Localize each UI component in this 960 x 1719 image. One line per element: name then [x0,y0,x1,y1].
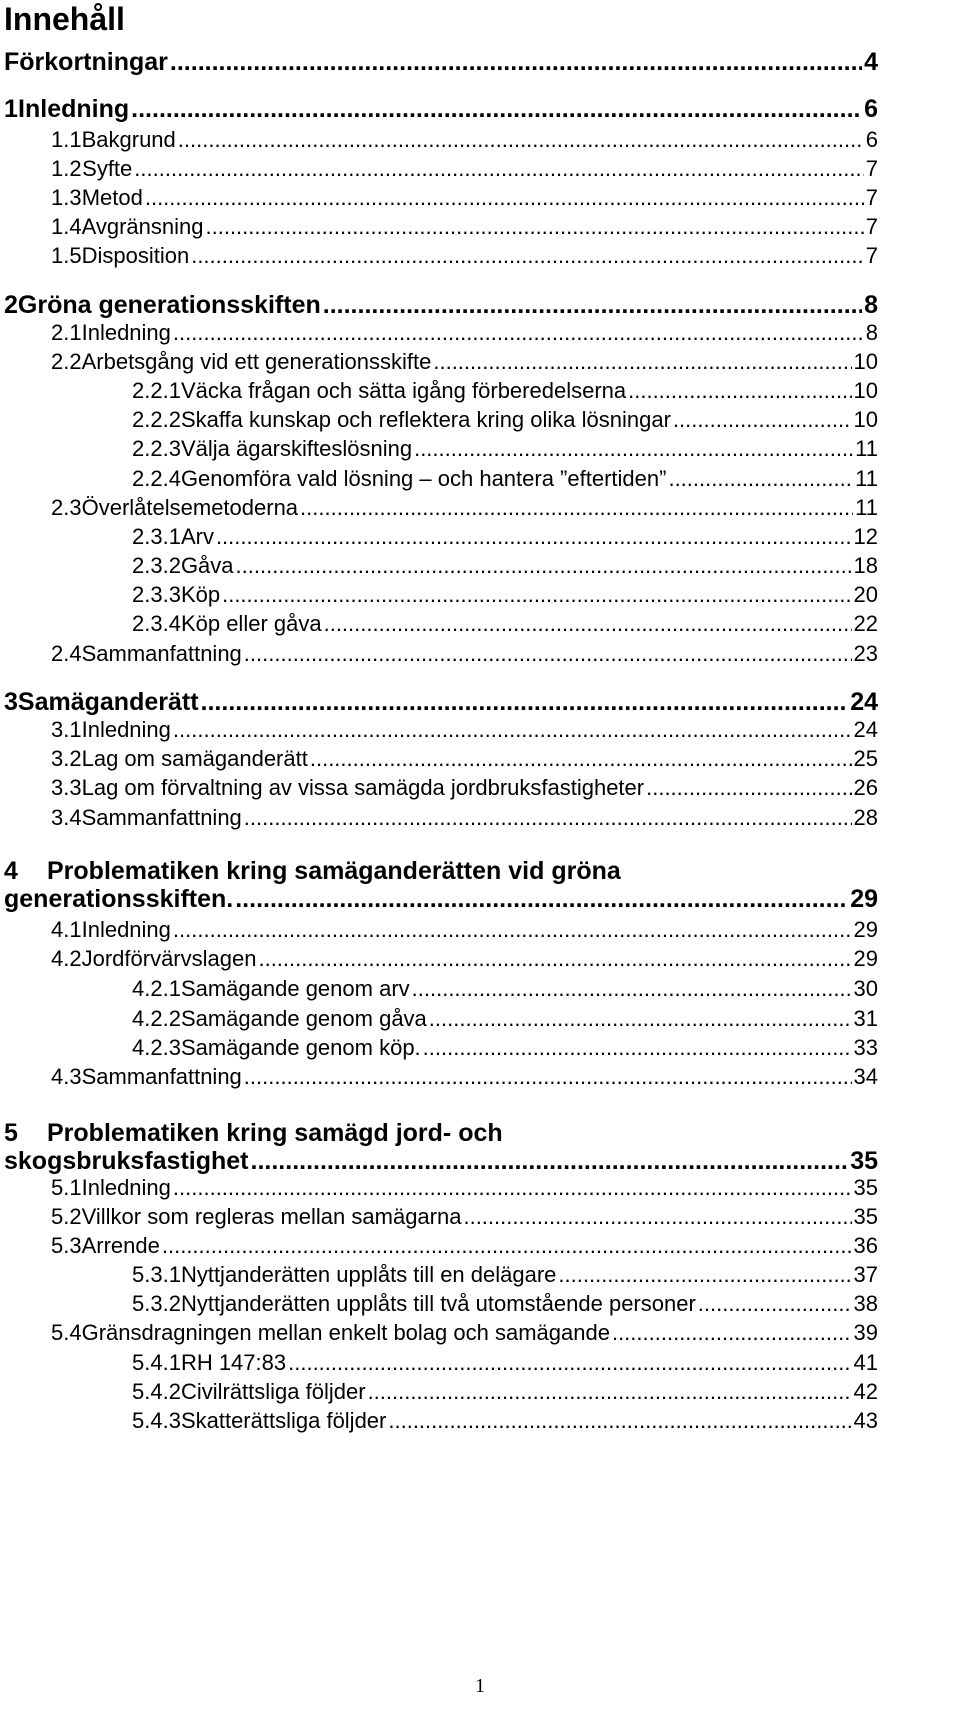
toc-entry-title[interactable]: Överlåtelsemetoderna [81,495,299,520]
toc-entry-page[interactable]: 7 [865,214,878,239]
toc-entry[interactable] [0,407,878,439]
toc-entry-page[interactable]: 29 [853,946,878,971]
toc-entry[interactable] [0,320,878,352]
dot-leader [216,524,852,550]
toc-entry-title[interactable]: generationsskiften. [4,885,234,913]
toc-entry-page[interactable]: 18 [853,553,878,578]
dot-leader [173,320,864,346]
dot-leader [206,214,864,240]
toc-entry[interactable] [0,214,878,246]
toc-entry-number: 2.2.3 [132,436,181,461]
toc-entry[interactable] [0,156,878,188]
toc-entry-page[interactable]: 7 [865,156,878,181]
dot-leader [412,976,852,1002]
toc-entry[interactable] [0,185,878,217]
toc-entry-title[interactable]: Inledning [81,320,171,345]
dot-leader [244,805,852,831]
toc-entry-page[interactable]: 24 [850,688,878,716]
toc-entry-title[interactable]: Sammanfattning [81,1064,242,1089]
toc-entry[interactable] [0,48,878,80]
toc-entry-number: 1.3 [51,185,82,210]
toc-entry-page[interactable]: 26 [853,775,878,800]
toc-entry-number: 5.4.2 [132,1379,181,1404]
dot-leader [162,1233,852,1259]
dot-leader [628,378,851,404]
toc-entry-number: 2.3.3 [132,582,181,607]
toc-entry[interactable] [0,641,878,673]
toc-entry-number: 3.4 [51,805,82,830]
toc-entry[interactable] [0,885,878,917]
dot-leader [300,495,853,521]
toc-entry-number: 3.2 [51,746,82,771]
toc-entry-title[interactable]: RH 147:83 [180,1350,287,1375]
toc-entry-title[interactable]: Syfte [82,156,133,181]
toc-entry-page[interactable]: 23 [853,641,878,666]
dot-leader [222,582,851,608]
dot-leader [201,688,849,717]
toc-entry-number: 2.4 [51,641,82,666]
dot-leader [463,1204,851,1230]
toc-entry-page[interactable]: 11 [855,495,878,520]
toc-entry-title[interactable]: Lag om förvaltning av vissa samägda jordbruksfastigheter [81,775,645,800]
dot-leader [698,1291,852,1317]
dot-leader [388,1408,851,1434]
toc-entry[interactable] [0,95,878,127]
toc-entry-page[interactable]: 35 [853,1175,878,1200]
dot-leader [170,48,862,77]
dot-leader [251,1147,849,1176]
toc-entry-page[interactable]: 33 [853,1035,878,1060]
toc-entry-page[interactable]: 36 [853,1233,878,1258]
toc-entry-number: 2.3.1 [132,524,181,549]
toc-entry[interactable] [0,611,878,643]
toc-entry-page[interactable]: 38 [853,1291,878,1316]
toc-entry-page[interactable]: 30 [853,976,878,1001]
dot-leader [288,1350,851,1376]
dot-leader [646,775,851,801]
toc-entry-number: 5.4.1 [132,1350,181,1375]
toc-entry-title[interactable]: Nyttjanderätten upplåts till en delägare [180,1262,557,1287]
dot-leader [244,1064,852,1090]
toc-entry-title[interactable]: Samäganderätt [17,688,199,716]
toc-entry[interactable] [0,436,878,468]
dot-leader [612,1320,852,1346]
toc-entry-page[interactable]: 37 [853,1262,878,1287]
toc-entry-page[interactable]: 43 [853,1408,878,1433]
toc-entry-number: 5.3.1 [132,1262,181,1287]
toc-entry-number: 3.1 [51,717,82,742]
toc-entry[interactable] [0,976,878,1008]
toc-entry-page[interactable]: 8 [864,291,878,319]
toc-entry-title[interactable]: Förkortningar [4,48,168,76]
toc-entry-title[interactable]: Avgränsning [81,214,204,239]
toc-entry-number: 1.4 [51,214,82,239]
toc-entry[interactable] [0,1204,878,1236]
toc-entry-page[interactable]: 7 [865,185,878,210]
toc-entry[interactable] [0,1006,878,1038]
toc-entry-number: 1 [4,95,18,123]
toc-entry-page[interactable]: 35 [850,1147,878,1175]
toc-entry-page[interactable]: 41 [853,1350,878,1375]
toc-entry-title[interactable]: Köp [180,582,221,607]
toc-entry-title[interactable]: Inledning [81,717,171,742]
toc-entry-page[interactable]: 4 [864,48,878,76]
toc-entry[interactable] [0,243,878,275]
toc-entry-page[interactable]: 10 [853,349,878,374]
toc-entry-number: 5.4.3 [132,1408,181,1433]
toc-entry-title-line1[interactable]: Problematiken kring samägd jord- och [47,1119,503,1147]
toc-entry-number: 4.1 [51,917,82,942]
toc-entry-title[interactable]: Gåva [180,553,234,578]
dot-leader [244,641,852,667]
dot-leader [173,1175,852,1201]
toc-entry[interactable] [0,917,878,949]
toc-entry-title[interactable]: Skaffa kunskap och reflektera kring olika lösningar [180,407,671,432]
toc-heading: Innehåll [4,1,125,37]
dot-leader [368,1379,852,1405]
toc-entry-title[interactable]: Disposition [81,243,190,268]
dot-leader [558,1262,851,1288]
dot-leader [433,349,851,375]
toc-entry-number: 4.2 [51,946,82,971]
toc-section-heading-line [4,1117,503,1149]
toc-entry-number: 3.3 [51,775,82,800]
toc-entry[interactable] [0,805,878,837]
toc-entry-page[interactable]: 34 [853,1064,878,1089]
toc-entry-page[interactable]: 29 [853,917,878,942]
toc-entry-number: 5.2 [51,1204,82,1229]
toc-entry[interactable] [0,291,878,323]
toc-entry-number: 3 [4,688,18,716]
toc-entry-page[interactable]: 39 [853,1320,878,1345]
toc-entry[interactable] [0,1320,878,1352]
toc-entry-title[interactable]: Villkor som regleras mellan samägarna [81,1204,462,1229]
toc-entry-title[interactable]: Arrende [81,1233,160,1258]
toc-entry-page[interactable]: 11 [855,466,878,491]
toc-entry[interactable] [0,688,878,720]
toc-entry-number: 5.3.2 [132,1291,181,1316]
toc-entry-title[interactable]: Köp eller gåva [180,611,322,636]
toc-entry-number: 4.2.3 [132,1035,181,1060]
toc-entry-title[interactable]: Samägande genom arv [180,976,410,1001]
dot-leader [673,407,852,433]
toc-entry[interactable] [0,553,878,585]
toc-entry-title[interactable]: Gröna generationsskiften [17,291,321,319]
toc-section-heading-line [4,855,621,887]
toc-entry-number: 2.1 [51,320,82,345]
toc-entry-title[interactable]: Sammanfattning [81,641,242,666]
dot-leader [235,885,848,914]
toc-entry-title[interactable]: Väcka frågan och sätta igång förberedelserna [180,378,627,403]
toc-entry-number: 2.3.2 [132,553,181,578]
toc-entry-page[interactable]: 35 [853,1204,878,1229]
toc-entry-number: 4.3 [51,1064,82,1089]
toc-entry-title[interactable]: Arv [180,524,214,549]
toc-entry-number: 2 [4,291,18,319]
toc-entry[interactable] [0,946,878,978]
toc-entry-title[interactable]: Inledning [81,917,171,942]
toc-entry-number: 4.2.1 [132,976,181,1001]
toc-entry-title-line1[interactable]: Problematiken kring samäganderätten vid gröna [47,857,621,885]
toc-entry-page[interactable]: 42 [853,1379,878,1404]
toc-entry-page[interactable]: 8 [865,320,878,345]
dot-leader [668,466,853,492]
toc-entry-page[interactable]: 28 [853,805,878,830]
dot-leader [178,127,864,153]
dot-leader [173,917,852,943]
toc-entry-page[interactable]: 12 [853,524,878,549]
toc-entry-page[interactable]: 25 [853,746,878,771]
dot-leader [191,243,864,269]
dot-leader [258,946,851,972]
toc-entry-title[interactable]: Samägande genom köp. [180,1035,421,1060]
dot-leader [310,746,852,772]
toc-entry-title[interactable]: Civilrättsliga följder [180,1379,366,1404]
dot-leader [324,611,852,637]
toc-entry[interactable] [0,746,878,778]
toc-entry[interactable] [0,1379,878,1411]
dot-leader [145,185,864,211]
toc-entry-page[interactable]: 10 [853,407,878,432]
toc-entry-number: 2.2.4 [132,466,181,491]
page-number: 1 [475,1675,485,1697]
toc-entry-number: 5.4 [51,1320,82,1345]
toc-entry-page[interactable]: 24 [853,717,878,742]
toc-entry-page[interactable]: 29 [850,885,878,913]
toc-entry-number: 5.3 [51,1233,82,1258]
toc-entry-number: 4 [4,857,18,885]
toc-entry[interactable] [0,717,878,749]
toc-entry-page[interactable]: 31 [853,1006,878,1031]
toc-entry[interactable] [0,1233,878,1265]
toc-entry-number: 1.5 [51,243,82,268]
toc-entry[interactable] [0,775,878,807]
toc-entry-number: 2.3.4 [132,611,181,636]
toc-entry[interactable] [0,1064,878,1096]
toc-entry[interactable] [0,524,878,556]
toc-entry-page[interactable]: 7 [865,243,878,268]
toc-entry-title[interactable]: Nyttjanderätten upplåts till två utomstående personer [180,1291,696,1316]
toc-entry-number: 2.2 [51,349,82,374]
toc-entry-number: 2.2.1 [132,378,181,403]
toc-entry-number: 2.3 [51,495,82,520]
dot-leader [323,291,862,320]
toc-entry-title[interactable]: Inledning [18,95,130,123]
toc-entry[interactable] [0,1262,878,1294]
toc-entry[interactable] [0,1408,878,1440]
toc-entry-page[interactable]: 20 [853,582,878,607]
toc-entry[interactable] [0,1291,878,1323]
toc-entry-page[interactable]: 10 [853,378,878,403]
toc-entry-number: 2.2.2 [132,407,181,432]
toc-entry-title[interactable]: Bakgrund [81,127,176,152]
toc-entry[interactable] [0,1175,878,1207]
toc-entry-number: 1.2 [51,156,82,181]
toc-entry-title[interactable]: Metod [81,185,143,210]
toc-entry[interactable] [0,466,878,498]
toc-entry[interactable] [0,1350,878,1382]
toc-entry-title[interactable]: Lag om samäganderätt [81,746,308,771]
toc-entry-page[interactable]: 6 [865,127,878,152]
toc-entry-title[interactable]: Arbetsgång vid ett generationsskifte [81,349,432,374]
toc-entry-title[interactable]: Välja ägarskifteslösning [180,436,413,461]
toc-entry-title[interactable]: Samägande genom gåva [180,1006,427,1031]
dot-leader [236,553,852,579]
toc-entry-number: 1.1 [51,127,82,152]
toc-entry-title[interactable]: Gränsdragningen mellan enkelt bolag och samägande [81,1320,610,1345]
toc-entry-page[interactable]: 11 [855,436,878,461]
dot-leader [173,717,852,743]
toc-entry-title[interactable]: Genomföra vald lösning – och hantera ”eftertiden” [180,466,667,491]
dot-leader [134,156,863,182]
toc-entry[interactable] [0,127,878,159]
dot-leader [423,1035,852,1061]
dot-leader [429,1006,852,1032]
toc-entry[interactable] [0,349,878,381]
toc-entry-title[interactable]: Sammanfattning [81,805,242,830]
dot-leader [131,95,862,124]
toc-entry-number: 4.2.2 [132,1006,181,1031]
toc-entry-title[interactable]: Inledning [81,1175,171,1200]
toc-entry-number: 5.1 [51,1175,82,1200]
toc-entry[interactable] [0,378,878,410]
toc-entry-title[interactable]: Skatterättsliga följder [180,1408,387,1433]
toc-entry-page[interactable]: 22 [853,611,878,636]
toc-entry[interactable] [0,1035,878,1067]
dot-leader [414,436,853,462]
toc-entry-title[interactable]: Jordförvärvslagen [81,946,257,971]
toc-entry-number: 5 [4,1119,18,1147]
toc-entry[interactable] [0,582,878,614]
toc-entry-title[interactable]: skogsbruksfastighet [4,1147,249,1175]
toc-entry[interactable] [0,495,878,527]
toc-entry-page[interactable]: 6 [864,95,878,123]
